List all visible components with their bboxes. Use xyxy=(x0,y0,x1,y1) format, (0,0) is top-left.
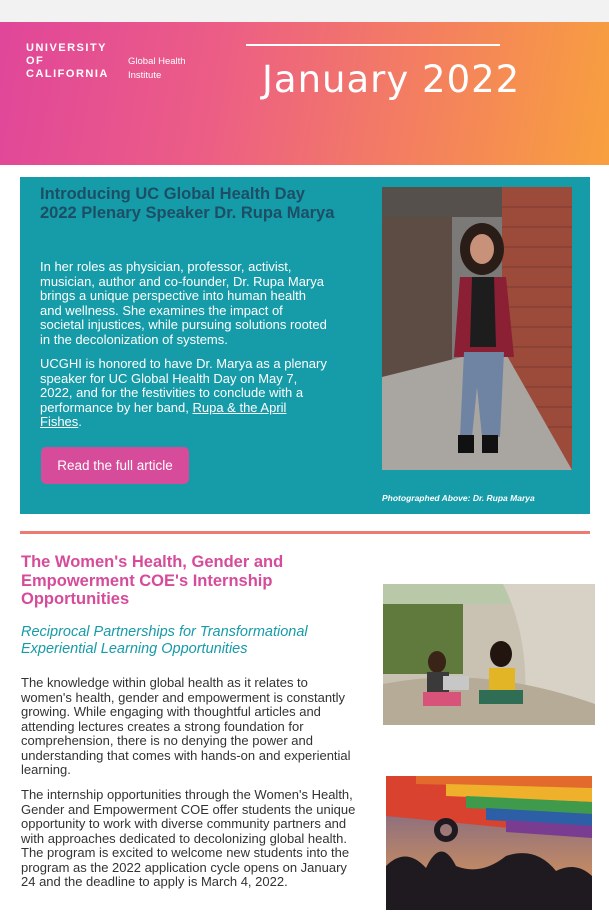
issue-title: January 2022 xyxy=(262,58,521,101)
feature-article xyxy=(20,177,590,514)
top-strip xyxy=(0,0,609,22)
uc-logo-line: CALIFORNIA xyxy=(26,68,109,80)
internship-paragraph: The internship opportunities through the Women's Health, Gender and Empowerment COE offer students the unique opportunity to work with diverse community partners and with approaches dedicated to decolonizing global health. The program is excited to welcome new students into the program as the 2022 application cycle opens on January 24 and the deadline to apply is March 4, 2022. xyxy=(21,787,356,889)
uc-logo xyxy=(26,42,109,81)
photo-caption: Photographed Above: Dr. Rupa Marya xyxy=(382,493,535,503)
ghi-logo-line: Institute xyxy=(128,70,162,81)
feature-paragraph-text: UCGHI is honored to have Dr. Marya as a plenary speaker for UC Global Health Day on May 7, 2022, and for the festivities to conclude with a performance by her band, xyxy=(40,356,327,415)
ghi-logo xyxy=(128,55,186,83)
band-link[interactable]: Rupa & the April Fishes xyxy=(40,399,287,429)
feature-paragraph-end: . xyxy=(78,414,82,429)
feature-title: Introducing UC Global Health Day 2022 Plenary Speaker Dr. Rupa Marya xyxy=(40,185,335,222)
internship-subtitle: Reciprocal Partnerships for Transformational Experiential Learning Opportunities xyxy=(21,624,308,657)
feature-paragraph: In her roles as physician, professor, activist, musician, author and co-founder, Dr. Rupa Marya brings a unique perspective into human health and wellness. She examines the impact of societal injustices, while pursuing solutions rooted in the decolonization of systems. xyxy=(40,259,327,347)
internship-paragraph: The knowledge within global health as it relates to women's health, gender and empowerment is constantly growing. While engaging with thoughtful articles and attending lectures creates a strong foundation for comprehension, there is no denying the power and understanding that comes with hands-on and experiential learning. xyxy=(21,675,351,777)
uc-logo-line: UNIVERSITY xyxy=(26,42,108,54)
internship-title: The Women's Health, Gender and Empowerment COE's Internship Opportunities xyxy=(21,553,284,608)
ghi-logo-line: Global Health xyxy=(128,56,186,67)
speaker-photo xyxy=(382,187,572,470)
uc-logo-line: OF xyxy=(26,55,45,67)
rainbow-flag-photo xyxy=(386,776,592,910)
newsletter-banner xyxy=(0,22,609,165)
read-full-article-button[interactable]: Read the full article xyxy=(41,447,189,484)
section-divider xyxy=(20,531,590,534)
banner-rule xyxy=(246,44,500,46)
feature-paragraph xyxy=(40,357,330,430)
students-photo xyxy=(383,584,595,725)
